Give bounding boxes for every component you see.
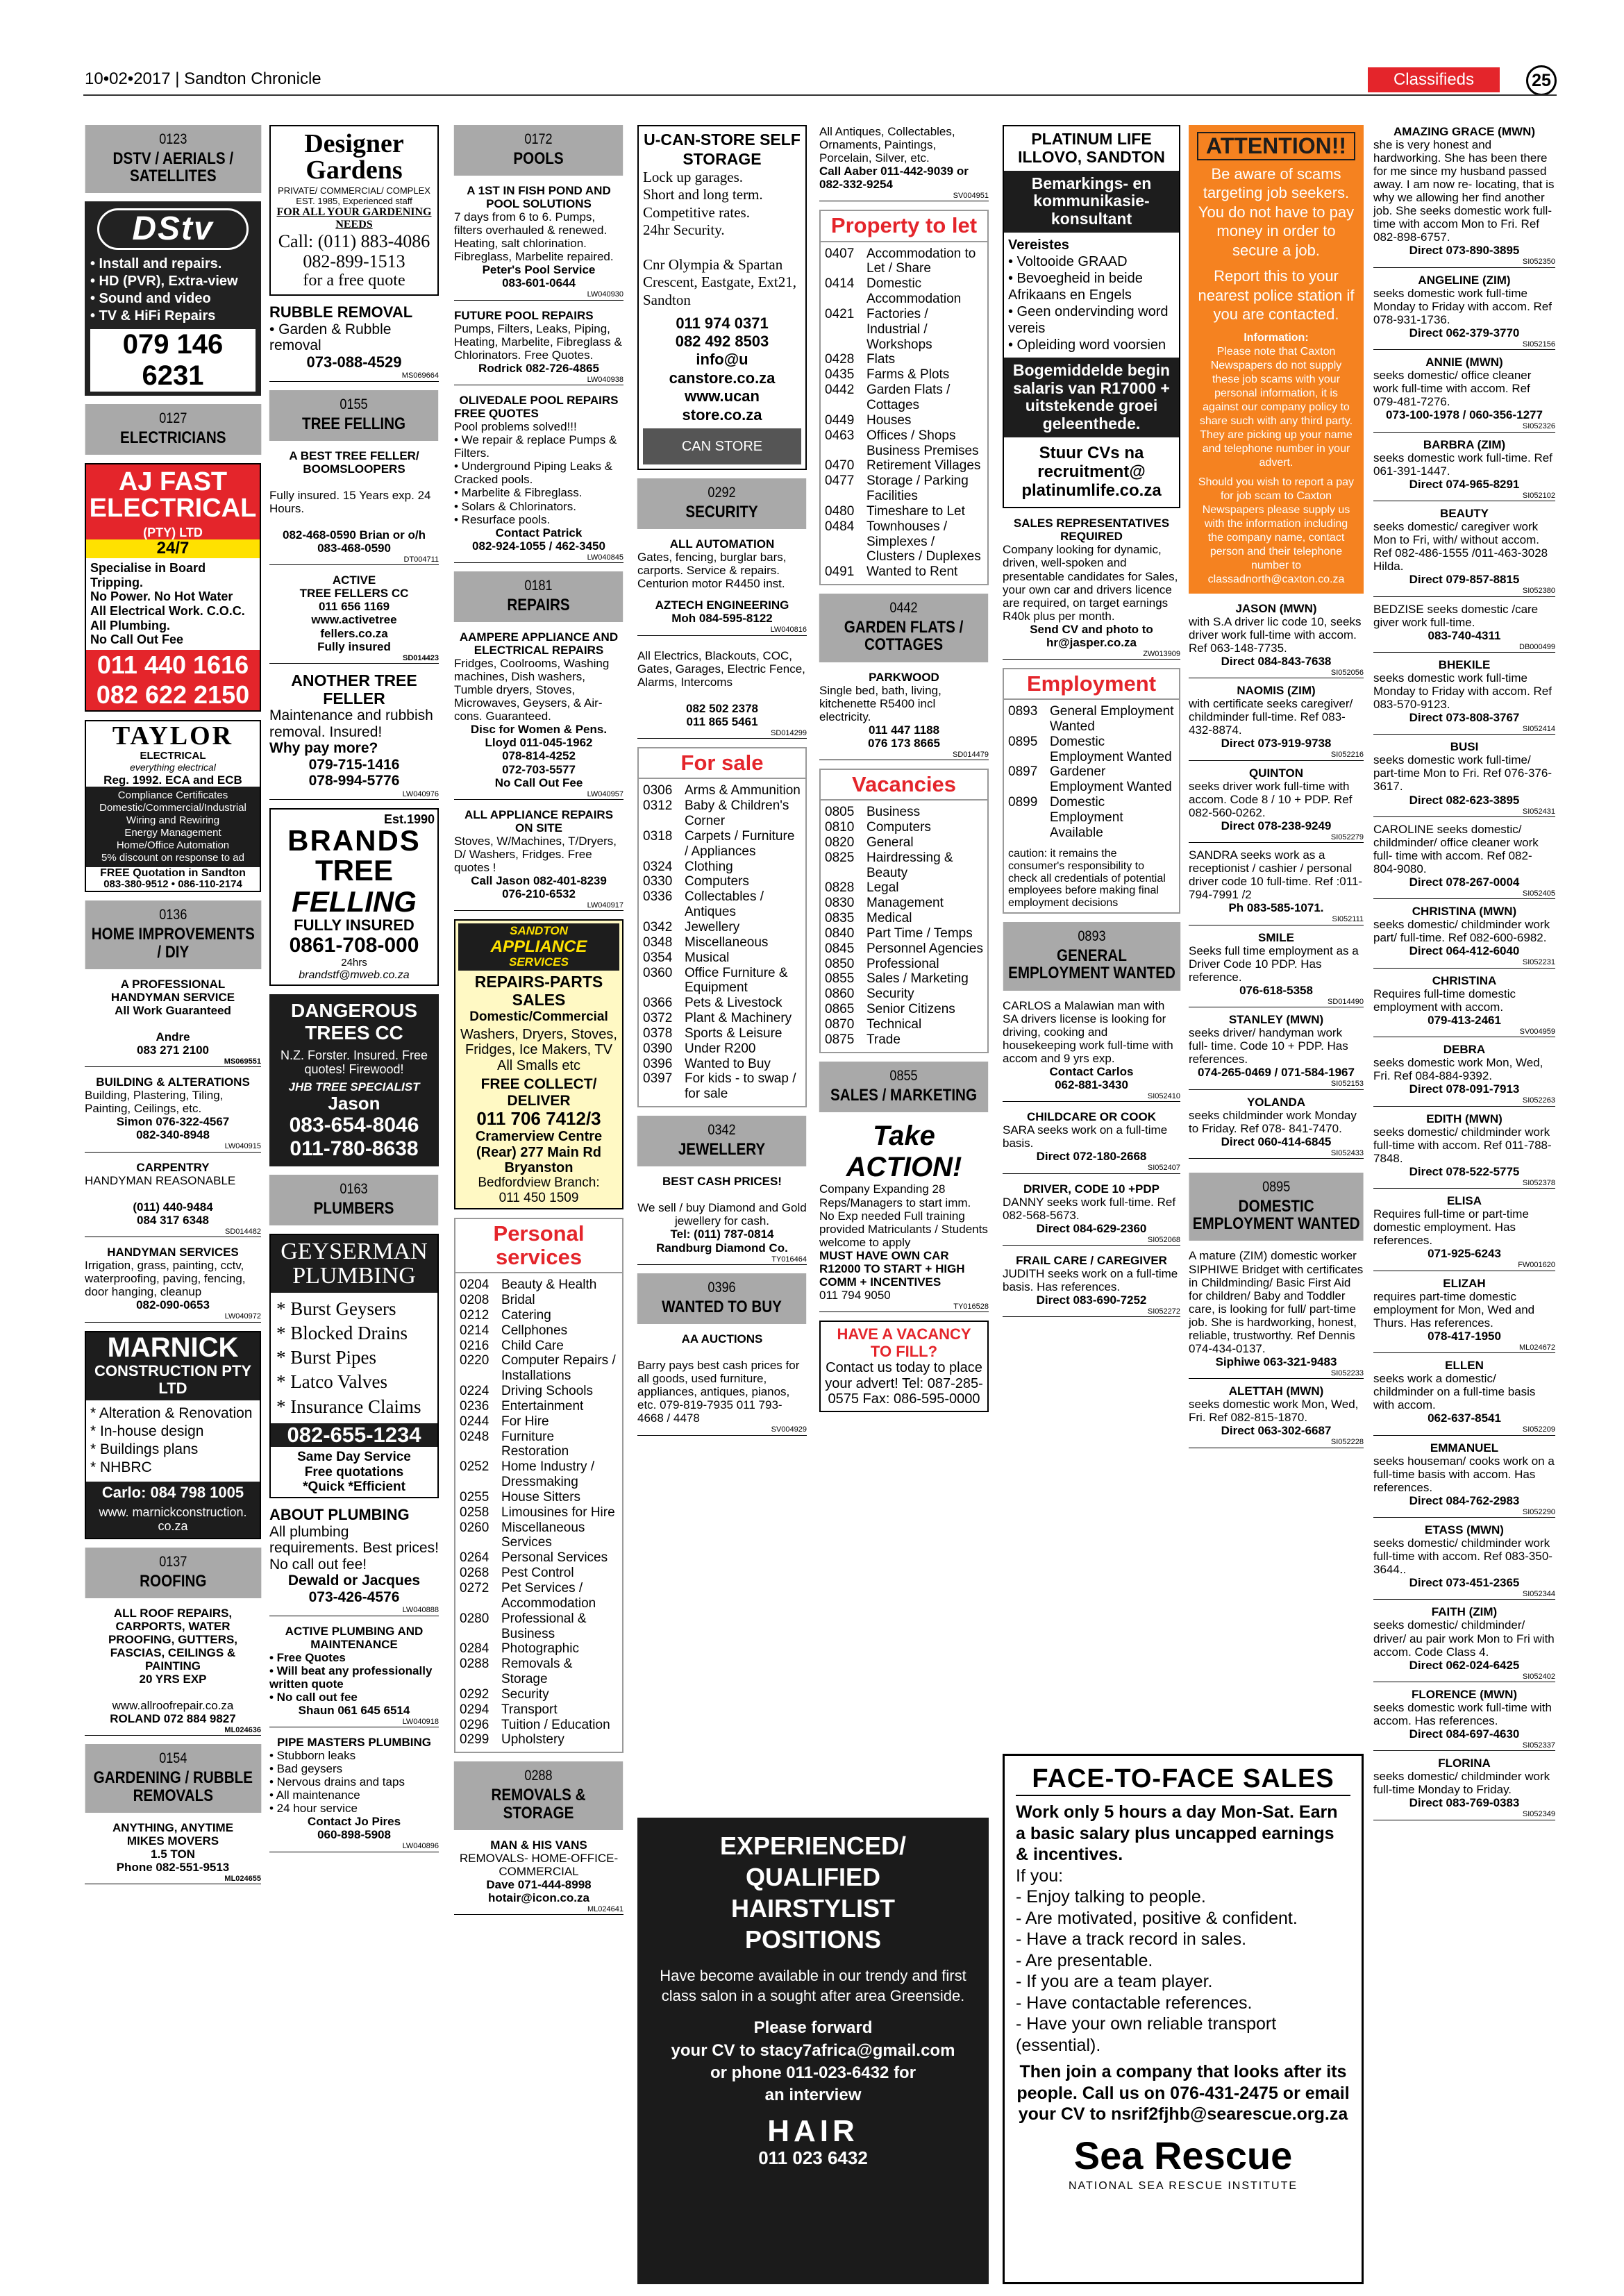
property-item: 0407 Accommodation to Let / Share <box>825 246 976 276</box>
domestic-ad: ETASS (MWN) seeks domestic/ childminder work full-time with accom. Ref 083-350-3644.. Direct 073-451-2365 SI052344 <box>1373 1523 1555 1600</box>
for-sale-item: 0348 Miscellaneous <box>643 935 769 950</box>
vacancy-item: 0805 Business <box>825 805 921 820</box>
employment-item: 0899 Domestic Employment Available <box>1008 795 1123 840</box>
ad-dstv <box>85 201 261 395</box>
ad-hairstylist: EXPERIENCED/ QUALIFIED HAIRSTYLIST POSITIONS Have become available in our trendy and first class salon in a sought after area Greenside. Please forward your CV to stacy7africa@gmail.com or phone 011-023-6432 for an interview HAIR 011 023 6432 <box>637 1818 989 2284</box>
property-item: 0449 Houses <box>825 412 912 428</box>
ad-olivedale-pool: OLIVEDALE POOL REPAIRS FREE QUOTES Pool problems solved!!! • We repair & replace Pumps & Filters. • Underground Piping Leaks & Cracked pools. • Marbelite & Fibreglass. • Solars & Chlorinators. • Resurface pools. Contact Patrick 082-924-1055 / 462-3450 LW040845 <box>454 394 623 563</box>
ad-u-can-store: U-CAN-STORE SELF STORAGE Lock up garages. Short and long term. Competitive rates. 24hr Security. Cnr Olympia & Spartan Crescent, Eastgate, Ext21, Sandton 011 974 0371 082 492 8503 info@u canstore.co.za www.ucan store.co.za CAN STORE <box>637 125 807 470</box>
personal-services-item: 0260 Miscellaneous Services <box>460 1520 585 1550</box>
vacancies-index: Vacancies 0805 Business 0810 Computers 0820 General 0825 Hairdressing & Beauty 0828 Legal 0830 Management 0835 Medical 0840 Part Time / Temps 0845 Personnel Agencies 0850 Professional 0855 Sales / Marketing 0860 Security 0865 Senior Citizens 0870 Technical 0875 Trade <box>819 769 989 1053</box>
ad-active-plumbing: ACTIVE PLUMBING AND MAINTENANCE • Free Quotes • Will beat any professionally written quote • No call out fee Shaun 061 645 6514 LW040918 <box>269 1625 439 1728</box>
column-8 <box>1373 125 1555 2263</box>
vacancy-item: 0850 Professional <box>825 956 939 971</box>
ad-rubble-removal: RUBBLE REMOVAL • Garden & Rubble removal 073-088-4529 MS069664 <box>269 304 439 382</box>
personal-services-item: 0224 Driving Schools <box>460 1384 593 1399</box>
ad-roofing: ALL ROOF REPAIRS, CARPORTS, WATER PROOFING, GUTTERS, FASCIAS, CEILINGS & PAINTING 20 YRS EXP www.allroofrepair.co.za ROLAND 072 884 9827 ML024636 <box>85 1607 261 1736</box>
personal-services-item: 0244 For Hire <box>460 1414 549 1429</box>
vacancy-item: 0810 Computers <box>825 819 931 835</box>
for-sale-item: 0396 Wanted to Buy <box>643 1056 771 1071</box>
ad-carpentry: CARPENTRY HANDYMAN REASONABLE (011) 440-9484 084 317 6348 SD014482 <box>85 1161 261 1237</box>
property-item: 0480 Timeshare to Let <box>825 503 965 519</box>
domestic-ad: A mature (ZIM) domestic worker SIPHIWE Bridget with certificates in Childminding/ Basic First Aid for children/ Baby and Toddler care, is looking for full/ part-time job. She is hardworking, honest, reliable, trustworthy. Ref Dennis 074-434-0137. Siphiwe 063-321-9483 SI052233 <box>1189 1249 1364 1379</box>
ad-aj-fast-electrical <box>85 463 261 712</box>
ad-aa-auctions: AA AUCTIONS Barry pays best cash prices for all goods, used furniture, appliances, antiques, pianos, etc. 079-819-7935 011 793- 4668 / 4478 SV004929 <box>637 1332 807 1436</box>
domestic-ad: BUSI seeks domestic work full-time/ part-time Mon to Fri. Ref 076-376-3617. Direct 082-623-3895 SI052431 <box>1373 740 1555 816</box>
ad-best-tree-feller: A BEST TREE FELLER/ BOOMSLOOPERS Fully insured. 15 Years exp. 24 Hours. 082-468-0590 Brian or o/h 083-468-0590 DT004711 <box>269 449 439 566</box>
personal-services-item: 0296 Tuition / Education <box>460 1717 610 1732</box>
vacancy-item: 0870 Technical <box>825 1016 922 1032</box>
vacancy-item: 0860 Security <box>825 987 914 1002</box>
personal-services-index: Personal services 0204 Beauty & Health 0208 Bridal 0212 Catering 0214 Cellphones 0216 Child Care 0220 Computer Repairs / Installations 0224 Driving Schools 0236 Entertainment 0244 For Hire 0248 Furniture Restoration 0252 Home Industry / Dressmaking 0255 House Sitters 0258 Limousines for Hire 0260 Miscellaneous Services 0264 Personal Services 0268 Pest Control 0272 Pet Services / Accommodation 0280 Professional & Business 0284 Photographic 0288 Removals & Storage 0292 Security 0294 Transport 0296 Tuition / Education 0299 Upholstery <box>454 1218 623 1753</box>
domestic-ad: EDITH (MWN) seeks domestic/ childminder work full-time with accom. Ref 011-788-7848. Direct 078-522-5775 SI052378 <box>1373 1112 1555 1189</box>
for-sale-item: 0318 Carpets / Furniture / Appliances <box>643 828 795 859</box>
domestic-ad: EMMANUEL seeks houseman/ cooks work on a full-time basis with accom. Has references. Direct 084-762-2983 SI052290 <box>1373 1441 1555 1518</box>
ad-handyman-services: HANDYMAN SERVICES Irrigation, grass, painting, cctv, waterproofing, paving, fencing, door hanging, cleanup 082-090-0653 LW040972 <box>85 1246 261 1322</box>
property-item: 0477 Storage / Parking Facilities <box>825 474 969 504</box>
heading-0123: 0123 DSTV / AERIALS / SATELLITES <box>85 125 260 193</box>
ad-marnick: MARNICK CONSTRUCTION PTY LTD * Alteration & Renovation * In-house design * Buildings plans * NHBRC Carlo: 084 798 1005 www. marnickconstruction. co.za <box>85 1331 261 1539</box>
personal-services-item: 0272 Pet Services / Accommodation <box>460 1581 596 1611</box>
personal-services-item: 0212 Catering <box>460 1307 551 1323</box>
ad-pipe-masters: PIPE MASTERS PLUMBING • Stubborn leaks • Bad geysers • Nervous drains and taps • All maintenance • 24 hour service Contact Jo Pires 060-898-5908 LW040896 <box>269 1736 439 1852</box>
for-sale-item: 0312 Baby & Children's Corner <box>643 798 789 829</box>
property-item: 0442 Garden Flats / Cottages <box>825 383 951 412</box>
domestic-ad: ANNIE (MWN) seeks domestic/ office cleaner work full-time with accom. Ref 079-481-7276. 073-100-1978 / 060-356-1277 SI052326 <box>1373 355 1555 432</box>
domestic-ad: ALETTAH (MWN) seeks domestic work Mon, Wed, Fri. Ref 082-815-1870. Direct 063-302-6687 SI052228 <box>1189 1384 1364 1448</box>
vacancy-item: 0828 Legal <box>825 880 899 896</box>
ad-platinum-life: PLATINUM LIFE ILLOVO, SANDTON Bemarkings- en kommunikasie-konsultant Vereistes • Voltooide GRAAD • Bevoegheid in beide Afrikaans en Engels • Geen ondervinding word vereis • Opleiding word voorsien Bogemiddelde begin salaris van R17000 + uitstekende groei geleenthede. Stuur CVs na recruitment@ platinumlife.co.za <box>1003 125 1180 508</box>
personal-services-item: 0268 Pest Control <box>460 1566 574 1581</box>
for-sale-item: 0342 Jewellery <box>643 919 740 935</box>
property-item: 0484 Townhouses / Simplexes / Clusters / Duplexes <box>825 519 981 564</box>
page-header <box>0 0 1624 104</box>
domestic-ad: CHRISTINA Requires full-time domestic employment with accom. 079-413-2461 SV004959 <box>1373 974 1555 1037</box>
for-sale-index: For sale 0306 Arms & Ammunition 0312 Baby & Children's Corner 0318 Carpets / Furniture / Appliances 0324 Clothing 0330 Computers 0336 Collectables / Antiques 0342 Jewellery 0348 Miscellaneous 0354 Musical 0360 Office Furniture & Equipment 0366 Pets & Livestock 0372 Plant & Machinery 0378 Sports & Leisure 0390 Under R200 0396 Wanted to Buy 0397 For kids - to swap / for sale <box>637 747 807 1107</box>
dstv-services: • Install and repairs. • HD (PVR), Extra-view • Sound and video • TV & HiFi Repairs <box>90 256 238 324</box>
for-sale-item: 0390 Under R200 <box>643 1041 756 1056</box>
property-item: 0428 Flats <box>825 352 896 367</box>
for-sale-item: 0372 Plant & Machinery <box>643 1011 792 1026</box>
dstv-phone: 079 146 6231 <box>90 329 256 392</box>
domestic-ad: CAROLINE seeks domestic/ childminder/ office cleaner work full- time with accom. Ref 082-804-9080. Direct 078-267-0004 SI052405 <box>1373 823 1555 899</box>
ad-sandton-appliance: SANDTON APPLIANCE SERVICES REPAIRS-PARTS SALES Domestic/Commercial Washers, Dryers, Stoves, Fridges, Ice Makers, TV All Smalls etc FREE COLLECT/ DELIVER 011 706 7412/3 Cramerview Centre (Rear) 277 Main Rd Bryanston Bedfordview Branch: 011 450 1509 <box>454 919 623 1209</box>
page-number: 25 <box>1526 65 1557 96</box>
employment-item: 0893 General Employment Wanted <box>1008 704 1174 734</box>
ad-aampere: AAMPERE APPLIANCE AND ELECTRICAL REPAIRS Fridges, Coolrooms, Washing machines, Dish washers, Tumble dryers, Stoves, Microwaves, Geysers, & Air-cons. Guaranteed. Disc for Women & Pens. Lloyd 011-045-1962 078-814-4252 072-703-5577 No Call Out Fee LW040957 <box>454 630 623 800</box>
issue-date: 10•02•2017 | Sandton Chronicle <box>85 69 321 88</box>
personal-services-item: 0299 Upholstery <box>460 1732 564 1748</box>
employment-ad: YOLANDA seeks childminder work Monday to Friday. Ref 078- 841-7470. Direct 060-414-6845 SI052433 <box>1189 1096 1364 1159</box>
domestic-ad: BEDZISE seeks domestic /care giver work full-time. 083-740-4311 DB000499 <box>1373 603 1555 653</box>
ad-fish-pond: A 1ST IN FISH POND AND POOL SOLUTIONS 7 days from 6 to 6. Pumps, filters overhauled & renewed. Heating, salt chlorination. Fibreglass, Marbelite repaired. Peter's Pool Service 083-601-0644 LW040930 <box>454 184 623 301</box>
section-tab: Classifieds <box>1368 67 1500 92</box>
heading-0155: 0155 TREE FELLING <box>269 390 438 441</box>
property-to-let-index: Property to let 0407 Accommodation to Let / Share 0414 Domestic Accommodation 0421 Factories / Industrial / Workshops 0428 Flats 0435 Farms & Plots 0442 Garden Flats / Cottages 0449 Houses 0463 Offices / Shops Business Premises 0470 Retirement Villages 0477 Storage / Parking Facilities 0480 Timeshare to Let 0484 Townhouses / Simplexes / Clusters / Duplexes 0491 Wanted to Rent <box>819 210 989 585</box>
personal-services-item: 0208 Bridal <box>460 1292 535 1307</box>
domestic-ad: BARBRA (ZIM) seeks domestic work full-time. Ref 061-391-1447. Direct 074-965-8291 SI052102 <box>1373 438 1555 501</box>
employment-ad: SMILE Seeks full time employment as a Driver Code 10 PDP. Has reference. 076-618-5358 SD014490 <box>1189 931 1364 1007</box>
employment-ad: NAOMIS (ZIM) with certificate seeks caregiver/ childminder full-time. Ref 083-432-8874. Direct 073-919-9738 SI052216 <box>1189 684 1364 760</box>
personal-services-item: 0216 Child Care <box>460 1338 564 1353</box>
heading-0855: 0855 SALES / MARKETING <box>819 1062 988 1112</box>
ad-driver-code-10: DRIVER, CODE 10 +PDP DANNY seeks work full-time. Ref 082-568-5673. Direct 084-629-2360 SI052068 <box>1003 1182 1180 1246</box>
sea-rescue-logo: Sea Rescue <box>1073 2133 1293 2177</box>
column-5 <box>819 125 989 1763</box>
employment-item: 0897 Gardener Employment Wanted <box>1008 764 1172 795</box>
heading-0292: 0292 SECURITY <box>637 478 806 529</box>
domestic-ad: ELLEN seeks work a domestic/ childminder on a full-time basis with accom. 062-637-8541 SI052209 <box>1373 1359 1555 1435</box>
personal-services-item: 0204 Beauty & Health <box>460 1277 597 1293</box>
personal-services-item: 0292 Security <box>460 1686 549 1702</box>
heading-0127: 0127 ELECTRICIANS <box>85 404 260 455</box>
employment-ad: JASON (MWN) with S.A driver lic code 10, seeks driver work full-time with accom. Ref 063-148-7735. Direct 084-843-7638 SI052056 <box>1189 602 1364 678</box>
heading-0396: 0396 WANTED TO BUY <box>637 1273 806 1324</box>
ad-designer-gardens: Designer Gardens PRIVATE/ COMMERCIAL/ COMPLEX EST. 1985, Experienced staff FOR ALL YOUR GARDENING NEEDS Call: (011) 883-4086 082-899-1513 for a free quote <box>269 125 439 296</box>
ad-dangerous-trees: DANGEROUS TREES CC N.Z. Forster. Insured. Free quotes! Firewood! JHB TREE SPECIALIST Jason 083-654-8046 011-780-8638 <box>269 994 439 1166</box>
ad-take-action: Take ACTION! Company Expanding 28 Reps/Managers to start imm. No Exp needed Full training provided Matriculants / Students welcome to apply MUST HAVE OWN CAR R12000 TO START + HIGH COMM + INCENTIVES 011 794 9050 TY016528 <box>819 1121 989 1312</box>
property-item: 0435 Farms & Plots <box>825 367 950 383</box>
header-rule <box>83 94 1557 96</box>
column-2 <box>269 125 439 2249</box>
employment-ad: STANLEY (MWN) seeks driver/ handyman work full- time. Code 10 + PDP. Has references. 074-265-0469 / 071-584-1967 SI052153 <box>1189 1013 1364 1089</box>
employment-ad: SANDRA seeks work as a receptionist / cashier / personal driver code 10 full-time. Ref :011-794-7991 /2 Ph 083-585-1071. SI052111 <box>1189 848 1364 925</box>
personal-services-item: 0255 House Sitters <box>460 1489 581 1505</box>
property-item: 0414 Domestic Accommodation <box>825 276 962 307</box>
personal-services-item: 0258 Limousines for Hire <box>460 1505 615 1520</box>
ad-active-tree-fellers: ACTIVE TREE FELLERS CC 011 656 1169 www.activetree fellers.co.za Fully insured SD014423 <box>269 573 439 664</box>
domestic-ad: ANGELINE (ZIM) seeks domestic work full-time Monday to Friday with accom. Ref 078-931-1736. Direct 062-379-3770 SI052156 <box>1373 274 1555 350</box>
heading-0163: 0163 PLUMBERS <box>269 1175 438 1225</box>
domestic-ad: AMAZING GRACE (MWN) she is very honest and hardworking. She has been there for me since my husband passed away. I am now re- locating, that is why we allowing her find another job. She seeks domestic work full-time with accom Mon to Fri. Ref 082-898-6757. Direct 073-890-3895 SI052350 <box>1373 125 1555 268</box>
vacancy-item: 0875 Trade <box>825 1032 901 1047</box>
column-4 <box>637 125 807 1434</box>
for-sale-item: 0306 Arms & Ammunition <box>643 783 801 798</box>
employment-index: Employment 0893 General Employment Wanted 0895 Domestic Employment Wanted 0897 Gardener Employment Wanted 0899 Domestic Employment Available caution: it remains the consumer's responsibility to check all credentials of potential employees before making final employment decisions <box>1003 668 1180 914</box>
ad-best-cash-prices: BEST CASH PRICES! We sell / buy Diamond and Gold jewellery for cash. Tel: (011) 787-0814 Randburg Diamond Co. TY016464 <box>637 1175 807 1265</box>
personal-services-item: 0280 Professional & Business <box>460 1611 587 1641</box>
ad-taylor-electrical <box>85 720 261 893</box>
personal-services-item: 0214 Cellphones <box>460 1323 568 1338</box>
ad-parkwood: PARKWOOD Single bed, bath, living, kitchenette R5400 incl electricity. 011 447 1188 076 173 8665 SD014479 <box>819 671 989 761</box>
ad-another-tree-feller: ANOTHER TREE FELLER Maintenance and rubbish removal. Insured! Why pay more? 079-715-1416 078-994-5776 LW040976 <box>269 672 439 800</box>
column-6 <box>1003 125 1180 1750</box>
ad-frail-care: FRAIL CARE / CAREGIVER JUDITH seeks work on a full-time basis. Has references. Direct 083-690-7252 SI052272 <box>1003 1254 1180 1317</box>
aj-phones: 011 440 1616 082 622 2150 <box>86 650 260 710</box>
ad-all-appliance: ALL APPLIANCE REPAIRS ON SITE Stoves, W/Machines, T/Dryers, D/ Washers, Fridges. Free quotes ! Call Jason 082-401-8239 076-210-6532 LW040917 <box>454 808 623 912</box>
aj-lines: Specialise in Board Tripping. No Power. No Hot Water All Electrical Work. C.O.C. All Plumbing. No Call Out Fee <box>90 561 245 647</box>
u-can-store-logo: CAN STORE <box>643 428 801 464</box>
ad-aztech: AZTECH ENGINEERING Moh 084-595-8122 LW040816 All Electrics, Blackouts, COC, Gates, Garages, Electric Fence, Alarms, Intercoms 082 502 2378 011 865 5461 SD014299 <box>637 598 807 739</box>
personal-services-item: 0248 Furniture Restoration <box>460 1429 569 1459</box>
vacancy-item: 0845 Personnel Agencies <box>825 941 983 956</box>
for-sale-item: 0366 Pets & Livestock <box>643 996 782 1011</box>
personal-services-item: 0294 Transport <box>460 1702 558 1717</box>
ad-mikes-movers: ANYTHING, ANYTIME MIKES MOVERS 1.5 TON Phone 082-551-9513 ML024655 <box>85 1821 261 1884</box>
for-sale-item: 0354 Musical <box>643 950 730 965</box>
ad-carlos: CARLOS a Malawian man with SA drivers license is looking for driving, cooking and housekeeping work full-time with accom and 9 yrs exp. Contact Carlos 062-881-3430 SI052410 <box>1003 999 1180 1103</box>
vacancy-item: 0820 General <box>825 835 914 850</box>
ad-face-to-face-sales: FACE-TO-FACE SALES Work only 5 hours a day Mon-Sat. Earn a basic salary plus uncapped earnings & incentives. If you: - Enjoy talking to people. - Are motivated, positive & confident. - Have a track record in sales. - Are presentable. - If you are a team player. - Have contactable references. - Have your own reliable transport (essential). Then join a company that looks after its people. Call us on 076-431-2475 or email your CV to nsrif2fjhb@searescue.org.za Sea Rescue NATIONAL SEA RESCUE INSTITUTE <box>1003 1754 1364 2284</box>
taylor-phones: 083-380-9512 • 086-110-2174 <box>103 878 242 891</box>
domestic-ad: CHRISTINA (MWN) seeks domestic/ childminder work part/ full-time. Ref 082-600-6982. Direct 064-412-6040 SI052231 <box>1373 905 1555 968</box>
heading-0154: 0154 GARDENING / RUBBLE REMOVALS <box>85 1744 260 1812</box>
employment-item: 0895 Domestic Employment Wanted <box>1008 734 1172 764</box>
domestic-ad: FAITH (ZIM) seeks domestic/ childminder/ driver/ au pair work Mon to Fri with accom. Code Class 4. Direct 062-024-6425 SI052402 <box>1373 1605 1555 1682</box>
personal-services-item: 0284 Photographic <box>460 1641 579 1657</box>
heading-0172: 0172 POOLS <box>454 125 623 176</box>
ad-about-plumbing: ABOUT PLUMBING All plumbing requirements. Best prices! No call out fee! Dewald or Jacques 073-426-4576 LW040888 <box>269 1507 439 1616</box>
ad-sales-reps: SALES REPRESENTATIVES REQUIRED Company looking for dynamic, driven, well-spoken and presentable candidates for Sales, your own car and drivers licence are required, on target earnings R40k plus per month. Send CV and photo to hr@jasper.co.za ZW013909 <box>1003 517 1180 660</box>
taylor-sub: ELECTRICAL <box>140 750 206 762</box>
ad-handyman: A PROFESSIONAL HANDYMAN SERVICE All Work Guaranteed Andre 083 271 2100 MS069551 <box>85 978 261 1068</box>
for-sale-item: 0324 Clothing <box>643 859 733 874</box>
ad-antiques: All Antiques, Collectables, Ornaments, Paintings, Porcelain, Silver, etc. Call Aaber 011-442-9039 or 082-332-9254 SV004951 <box>819 125 989 201</box>
property-item: 0421 Factories / Industrial / Workshops <box>825 306 932 352</box>
for-sale-item: 0397 For kids - to swap / for sale <box>643 1071 796 1102</box>
aj-tag: 24/7 <box>86 539 260 558</box>
ad-future-pool: FUTURE POOL REPAIRS Pumps, Filters, Leaks, Piping, Heating, Marbelite, Fibreglass & Chlorinators. Free Quotes. Rodrick 082-726-4865 LW040938 <box>454 309 623 385</box>
property-item: 0491 Wanted to Rent <box>825 564 958 580</box>
ad-have-a-vacancy: HAVE A VACANCY TO FILL? Contact us today to place your advert! Tel: 087-285-0575 Fax: 086-595-0000 <box>819 1321 989 1412</box>
ad-building: BUILDING & ALTERATIONS Building, Plastering, Tiling, Painting, Ceilings, etc. Simon 076-322-4567 082-340-8948 LW040915 <box>85 1075 261 1152</box>
ad-childcare-cook: CHILDCARE OR COOK SARA seeks work on a full-time basis. Direct 072-180-2668 SI052407 <box>1003 1110 1180 1173</box>
domestic-ad: ELIZAH requires part-time domestic employment for Mon, Wed and Thurs. Has references. 078-417-1950 ML024672 <box>1373 1277 1555 1353</box>
taylor-name: TAYLOR <box>112 721 234 751</box>
ad-geyserman: GEYSERMAN PLUMBING * Burst Geysers * Blocked Drains * Burst Pipes * Latco Valves * Insurance Claims 082-655-1234 Same Day Service Free quotations *Quick *Efficient <box>269 1234 439 1498</box>
heading-0137: 0137 ROOFING <box>85 1548 260 1598</box>
taylor-free: FREE Quotation in Sandton <box>100 866 246 879</box>
domestic-ad: BEAUTY seeks domestic/ caregiver work Mon to Fri, with/ without accom. Ref 082-486-1555 /011-463-3028 Hilda. Direct 079-857-8815 SI052380 <box>1373 507 1555 597</box>
vacancy-item: 0830 Management <box>825 896 944 911</box>
vacancy-item: 0835 Medical <box>825 911 912 926</box>
aj-name: AJ FAST ELECTRICAL <box>86 464 260 526</box>
heading-0288: 0288 REMOVALS & STORAGE <box>454 1761 623 1829</box>
vacancy-item: 0840 Part Time / Temps <box>825 925 973 941</box>
domestic-ad: FLORENCE (MWN) seeks domestic work full-time with accom. Has references. Direct 084-697-4630 SI052337 <box>1373 1688 1555 1751</box>
personal-services-item: 0236 Entertainment <box>460 1398 584 1414</box>
personal-services-item: 0264 Personal Services <box>460 1550 608 1566</box>
personal-services-item: 0220 Computer Repairs / Installations <box>460 1353 616 1384</box>
vacancy-item: 0855 Sales / Marketing <box>825 971 969 987</box>
ad-man-vans: MAN & HIS VANS REMOVALS- HOME-OFFICE- COMMERCIAL Dave 071-444-8998 hotair@icon.co.za ML024641 <box>454 1838 623 1915</box>
dstv-logo: DStv <box>97 208 249 250</box>
ad-all-automation: ALL AUTOMATION Gates, fencing, burglar bars, carports. Service & repairs. Centurion motor R4450 inst. <box>637 537 787 591</box>
property-item: 0470 Retirement Villages <box>825 458 981 474</box>
for-sale-item: 0360 Office Furniture & Equipment <box>643 965 788 996</box>
ad-brands-tree-felling: Est.1990 BRANDS TREE FELLING FULLY INSURED 0861-708-000 24hrs brandstf@mweb.co.za <box>269 808 439 985</box>
personal-services-item: 0252 Home Industry / Dressmaking <box>460 1459 595 1490</box>
aj-sub: (PTY) LTD <box>86 526 260 539</box>
hair-logo: HAIR <box>767 2113 859 2148</box>
heading-0136: 0136 HOME IMPROVEMENTS / DIY <box>85 900 260 969</box>
domestic-ad: BHEKILE seeks domestic work full-time Monday to Friday with accom. Ref 083-570-9123. Direct 073-808-3767 SI052414 <box>1373 658 1555 735</box>
vacancy-item: 0825 Hairdressing & Beauty <box>825 850 953 880</box>
employment-ad: QUINTON seeks driver work full-time with accom. Code 8 / 10 + PDP. Ref 082-560-0262. Direct 078-238-9249 SI052279 <box>1189 766 1364 843</box>
column-3 <box>454 125 623 2249</box>
heading-0893: 0893 GENERAL EMPLOYMENT WANTED <box>1003 922 1180 990</box>
ad-attention-scams: ATTENTION!! Be aware of scams targeting job seekers. You do not have to pay money in order to secure a job. Report this to your nearest police station if you are contacted. Information: Please note that Caxton Newspapers do not supply these job scams with your personal information, it is against our company policy to share such with any third party. They are picking up your name and telephone number in your advert. Should you wish to report a pay for job scam to Caxton Newspapers please supply us with the information including the company name, contact person and their telephone number to classadnorth@caxton.co.za <box>1189 125 1364 594</box>
domestic-ad: ELISA Requires full-time or part-time domestic employment. Has references. 071-925-6243 FW001620 <box>1373 1194 1555 1271</box>
personal-services-item: 0288 Removals & Storage <box>460 1657 573 1687</box>
heading-0895: 0895 DOMESTIC EMPLOYMENT WANTED <box>1189 1173 1363 1241</box>
for-sale-item: 0330 Computers <box>643 874 749 889</box>
property-item: 0463 Offices / Shops Business Premises <box>825 428 979 458</box>
column-7 <box>1189 125 1364 1750</box>
taylor-services: Compliance Certificates Domestic/Commercial/Industrial Wiring and Rewiring Energy Management Home/Office Automation 5% discount on response to ad <box>86 787 260 867</box>
for-sale-item: 0336 Collectables / Antiques <box>643 889 764 920</box>
vacancy-item: 0865 Senior Citizens <box>825 1002 955 1017</box>
heading-0342: 0342 JEWELLERY <box>637 1116 806 1166</box>
heading-0442: 0442 GARDEN FLATS / COTTAGES <box>819 594 988 662</box>
taylor-reg: Reg. 1992. ECA and ECB <box>103 773 242 787</box>
column-1 <box>85 125 261 2249</box>
domestic-ad: FLORINA seeks domestic/ childminder work full-time Monday to Friday. Direct 083-769-0383 SI052349 <box>1373 1757 1555 1820</box>
heading-0181: 0181 REPAIRS <box>454 571 623 622</box>
domestic-ad: DEBRA seeks domestic work Mon, Wed, Fri. Ref 084-884-9392. Direct 078-091-7913 SI052263 <box>1373 1043 1555 1106</box>
take-action-logo: Take ACTION! <box>846 1120 962 1182</box>
for-sale-item: 0378 Sports & Leisure <box>643 1025 782 1041</box>
taylor-tag: everything electrical <box>130 761 216 773</box>
